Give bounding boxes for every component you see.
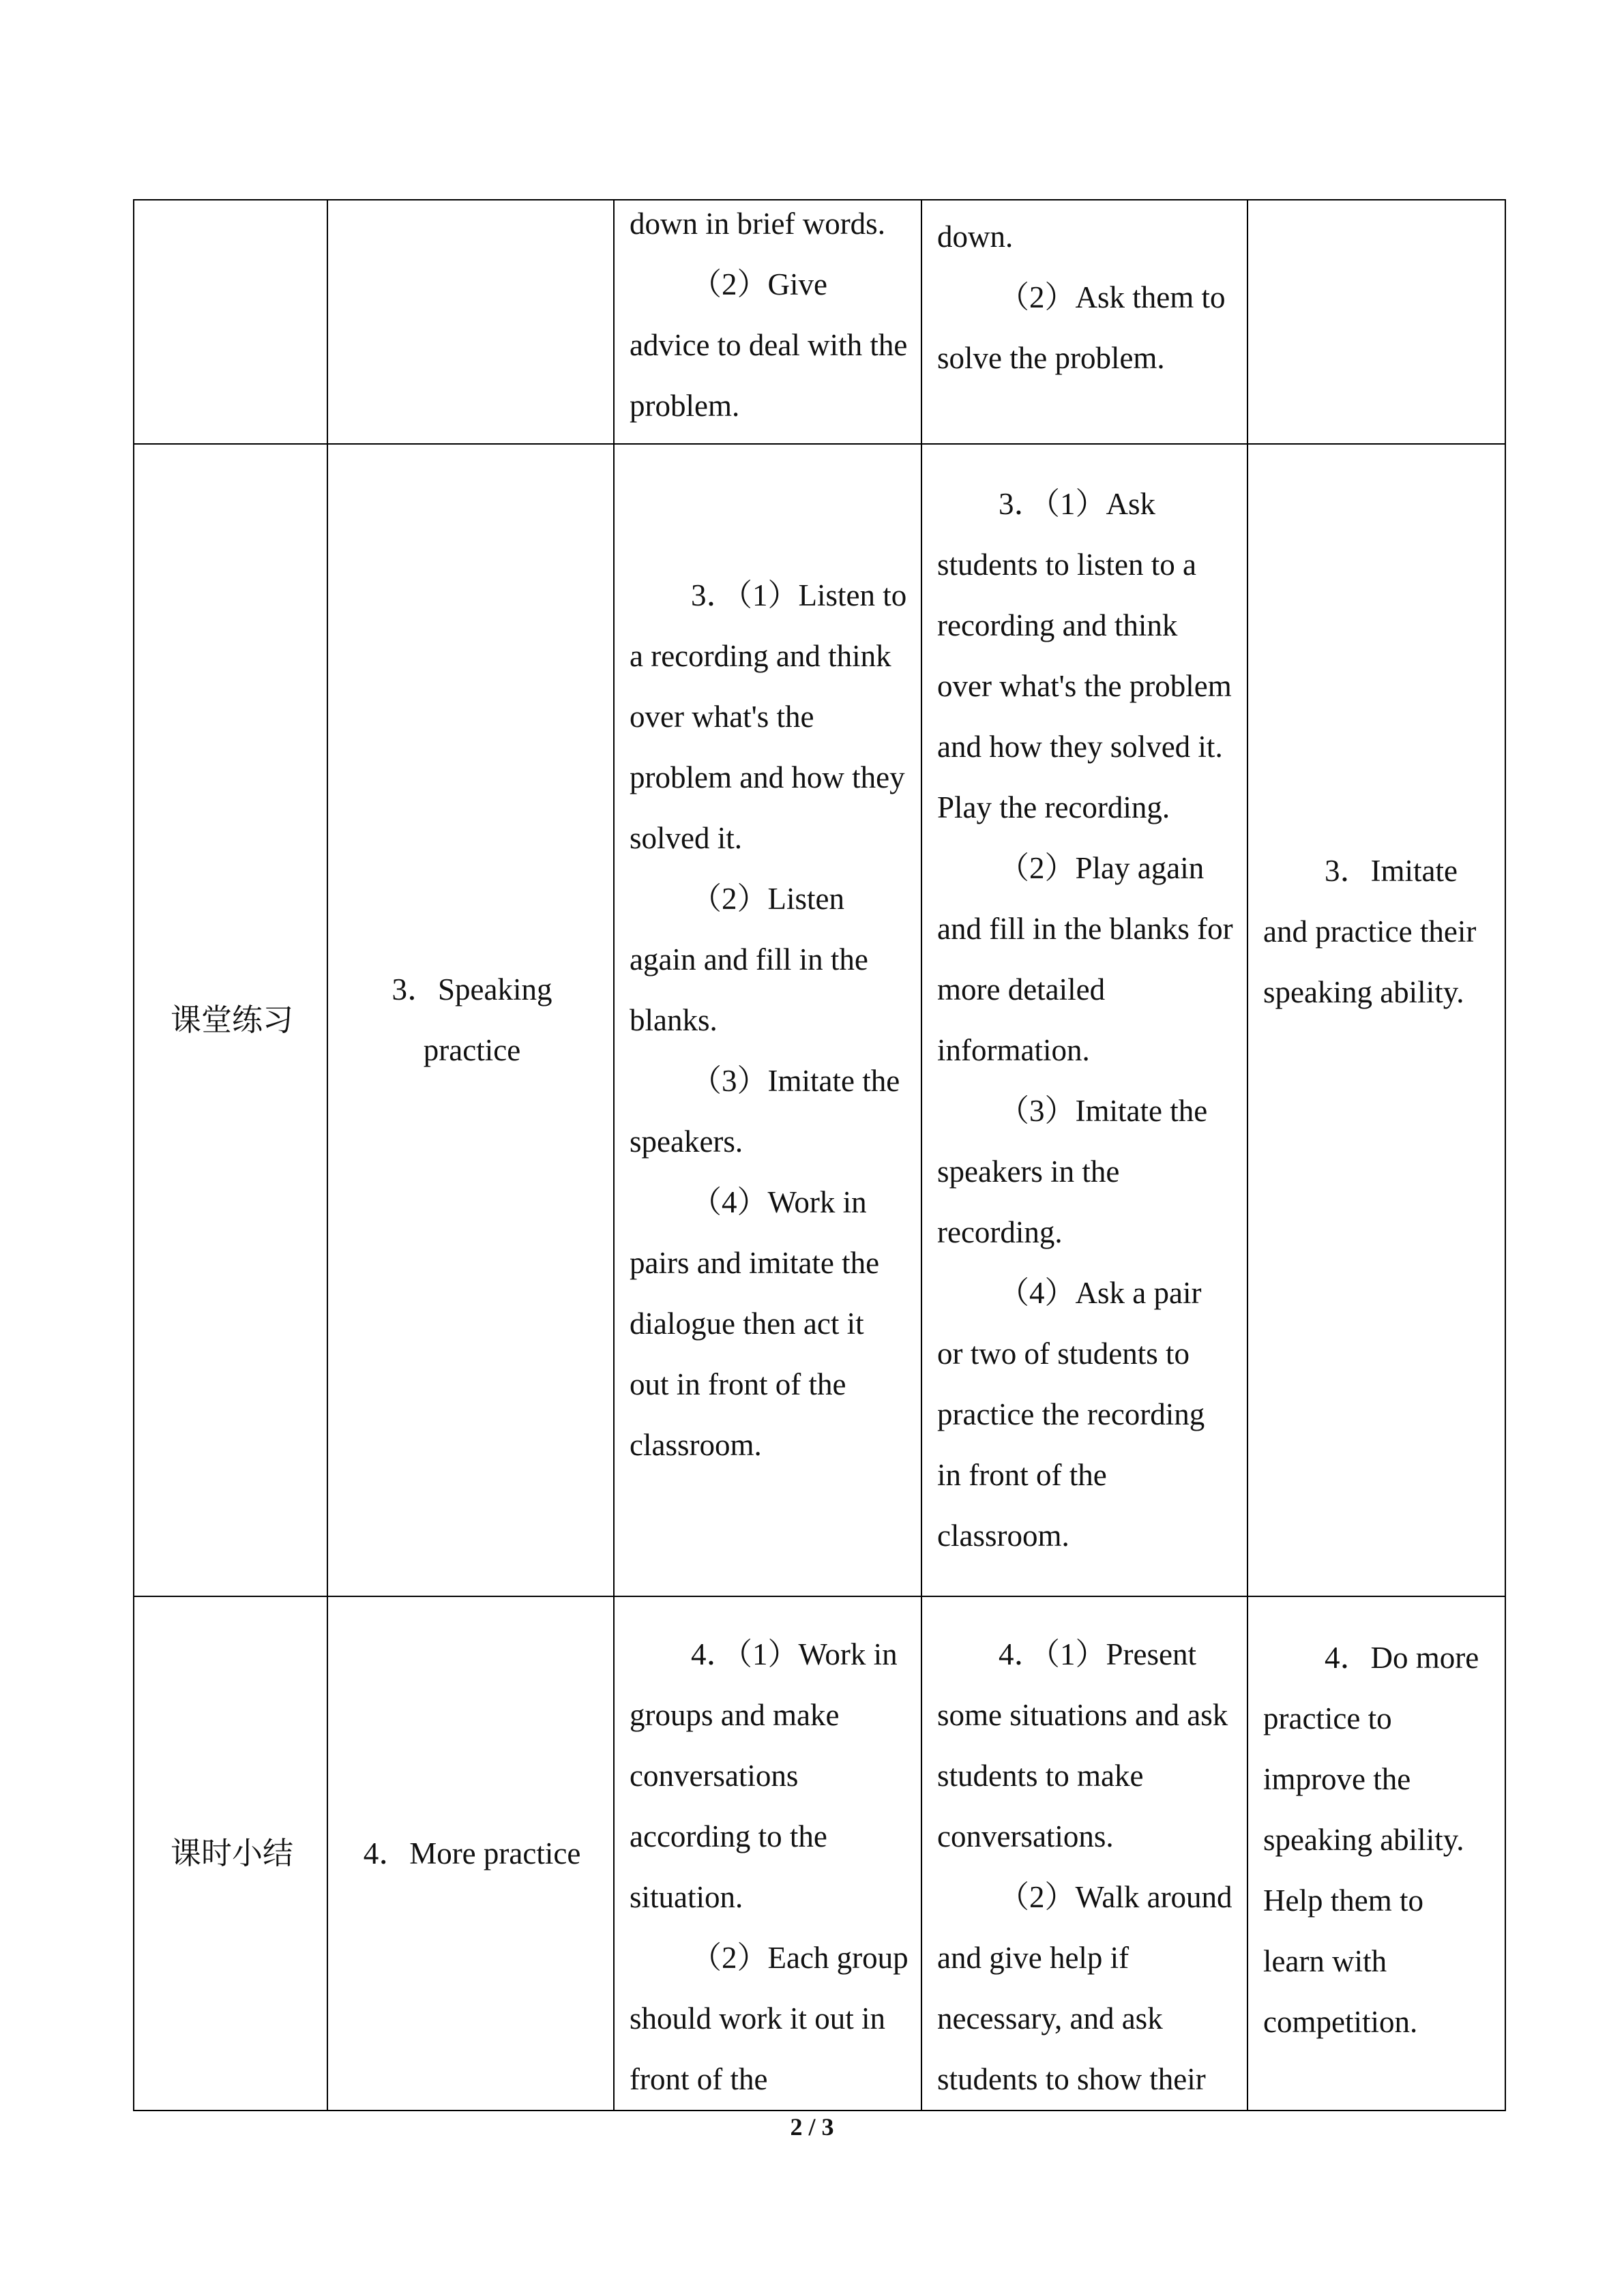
paragraph: 3．（1）Listen to a recording and think over what's the problem and how they solved it. (630, 578, 907, 855)
paragraph: 3．（1）Ask students to listen to a recording and think over what's the problem and how they solved it. Play the recording. (937, 487, 1232, 824)
topic-cell (327, 1596, 614, 2111)
section-cell (134, 200, 327, 444)
paragraph: （2）Each group should work it out in front of the (630, 1941, 909, 2096)
topic-label: 3．Speaking practice (392, 972, 552, 1067)
paragraph: 4．（1）Present some situations and ask students to make conversations. (937, 1637, 1228, 1853)
table-row (134, 1596, 1505, 2111)
section-cell (134, 1596, 327, 2111)
student-activity-cell (614, 200, 921, 444)
paragraph: down. (937, 219, 1014, 254)
student-activity-cell (614, 444, 921, 1596)
table-row (134, 200, 1505, 444)
paragraph: （4）Work in pairs and imitate the dialogue then act it out in front of the classroom. (630, 1184, 880, 1462)
paragraph: 4．（1）Work in groups and make conversations according to the situation. (630, 1637, 898, 1914)
section-cell (134, 444, 327, 1596)
section-label: 课堂练习 (170, 1002, 293, 1037)
paragraph: （2）Ask them to solve the problem. (937, 280, 1226, 375)
topic-cell (327, 200, 614, 444)
teacher-activity-cell (921, 444, 1247, 1596)
purpose-cell (1247, 200, 1505, 444)
topic-label: 4．More practice (363, 1836, 581, 1870)
paragraph: （2）Give advice to deal with the problem. (630, 267, 908, 423)
paragraph: （3）Imitate the speakers in the recording. (937, 1094, 1208, 1249)
topic-cell (327, 444, 614, 1596)
paragraph: （3）Imitate the speakers. (630, 1063, 900, 1159)
student-activity-cell (614, 1596, 921, 2111)
paragraph: （2）Walk around and give help if necessary, and ask students to show their (937, 1880, 1232, 2096)
teacher-activity-cell (921, 200, 1247, 444)
paragraph: （2）Play again and fill in the blanks for more detailed information. (937, 851, 1233, 1067)
paragraph: down in brief words. (630, 207, 885, 241)
paragraph: （4）Ask a pair or two of students to practice the recording in front of the classroom. (937, 1276, 1205, 1553)
table-row (134, 444, 1505, 1596)
paragraph: 4．Do more practice to improve the speaking ability. Help them to learn with competition. (1263, 1640, 1479, 2039)
page-number: 2 / 3 (790, 2113, 834, 2141)
purpose-cell (1247, 1596, 1505, 2111)
section-label: 课时小结 (170, 1836, 293, 1870)
teacher-activity-cell (921, 1596, 1247, 2111)
purpose-cell (1247, 444, 1505, 1596)
lesson-plan-table (133, 199, 1506, 2111)
paragraph: （2）Listen again and fill in the blanks. (630, 881, 868, 1037)
paragraph: 3．Imitate and practice their speaking ability. (1263, 853, 1477, 1009)
